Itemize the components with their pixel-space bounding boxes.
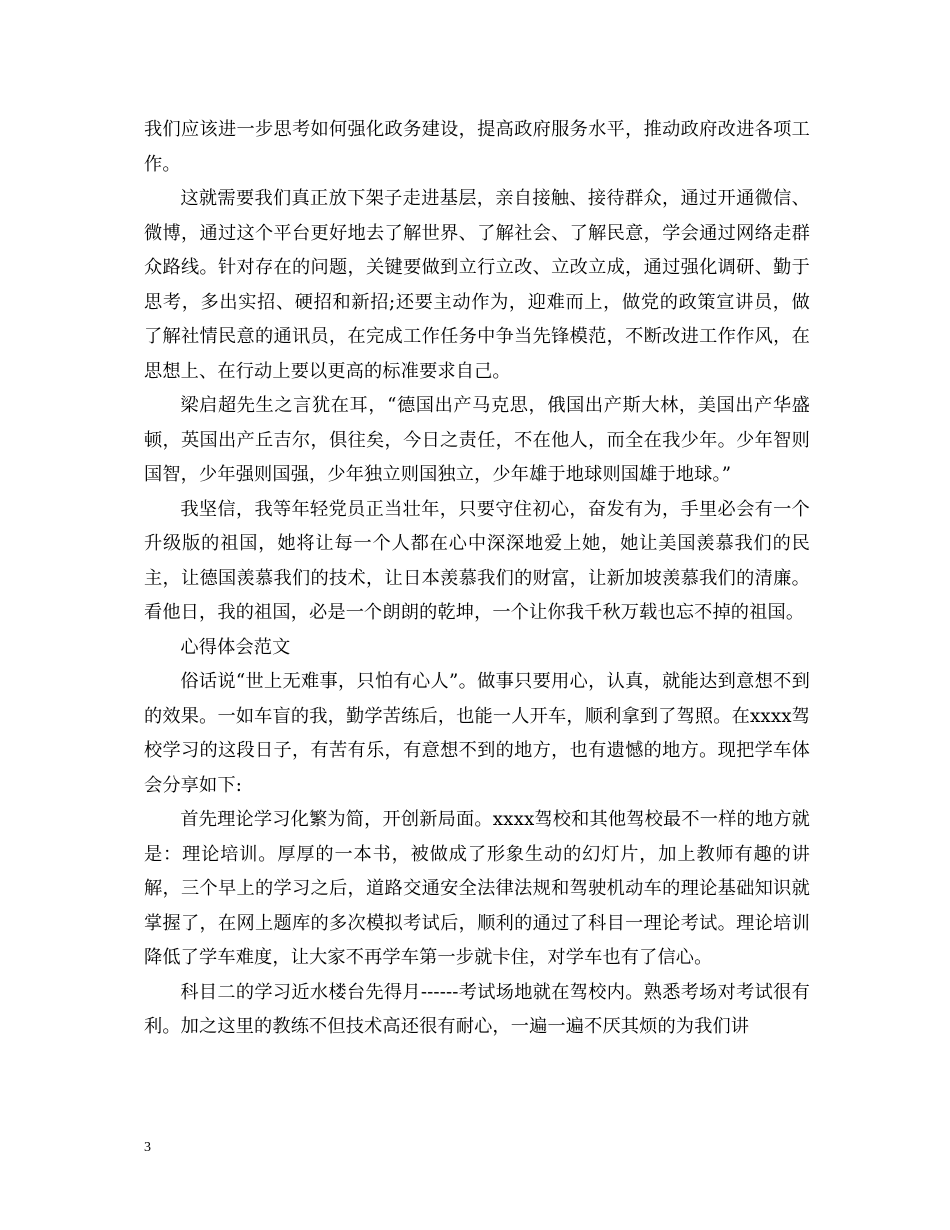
paragraph-6: 首先理论学习化繁为简，开创新局面。xxxx驾校和其他驾校最不一样的地方就是：理论培训。厚厚的一本书，被做成了形象生动的幻灯片，加上教师有趣的讲解，三个早上的学习之后，道路交通安全法律法规和驾驶机动车的理论基础知识就掌握了，在网上题库的多次模拟考试后，顺利的通过了科目一理论考试。理论培训降低了学车难度，让大家不再学车第一步就卡住，对学车也有了信心。 (144, 809, 810, 968)
paragraph-5: 俗话说“世上无难事，只怕有心人”。做事只要用心，认真，就能达到意想不到的效果。一如车盲的我，勤学苦练后，也能一人开车，顺利拿到了驾照。在xxxx驾校学习的这段日子，有苦有乐，有意想不到的地方，也有遗憾的地方。现把学车体会分享如下: (144, 671, 810, 796)
paragraph-3: 梁启超先生之言犹在耳，“德国出产马克思，俄国出产斯大林，美国出产华盛顿，英国出产丘吉尔，俱往矣，今日之责任，不在他人，而全在我少年。少年智则国智，少年强则国强，少年独立则国独立，少年雄于地球则国雄于地球。” (144, 395, 810, 485)
paragraph-1: 我们应该进一步思考如何强化政务建设，提高政府服务水平，推动政府改进各项工作。 (144, 119, 810, 175)
document-body (144, 113, 810, 1045)
paragraph-7: 科目二的学习近水楼台先得月------考试场地就在驾校内。熟悉考场对考试很有利。加之这里的教练不但技术高还很有耐心，一遍一遍不厌其烦的为我们讲 (144, 981, 810, 1037)
section-heading: 心得体会范文 (180, 636, 291, 658)
paragraph-2: 这就需要我们真正放下架子走进基层，亲自接触、接待群众，通过开通微信、微博，通过这个平台更好地去了解世界、了解社会、了解民意，学会通过网络走群众路线。针对存在的问题，关键要做到立行立改、立改立成，通过强化调研、勤于思考，多出实招、硬招和新招;还要主动作为，迎难而上，做党的政策宣讲员，做了解社情民意的通讯员，在完成工作任务中争当先锋模范，不断改进工作作风，在思想上、在行动上要以更高的标准要求自己。 (144, 188, 810, 382)
page-number: 3 (144, 1140, 151, 1155)
paragraph-4: 我坚信，我等年轻党员正当壮年，只要守住初心，奋发有为，手里必会有一个升级版的祖国，她将让每一个人都在心中深深地爱上她，她让美国羡慕我们的民主，让德国羡慕我们的技术，让日本羡慕我们的财富，让新加坡羡慕我们的清廉。 看他日，我的祖国，必是一个朗朗的乾坤，一个让你我千秋万载也忘不掉的祖国。 (144, 498, 810, 623)
